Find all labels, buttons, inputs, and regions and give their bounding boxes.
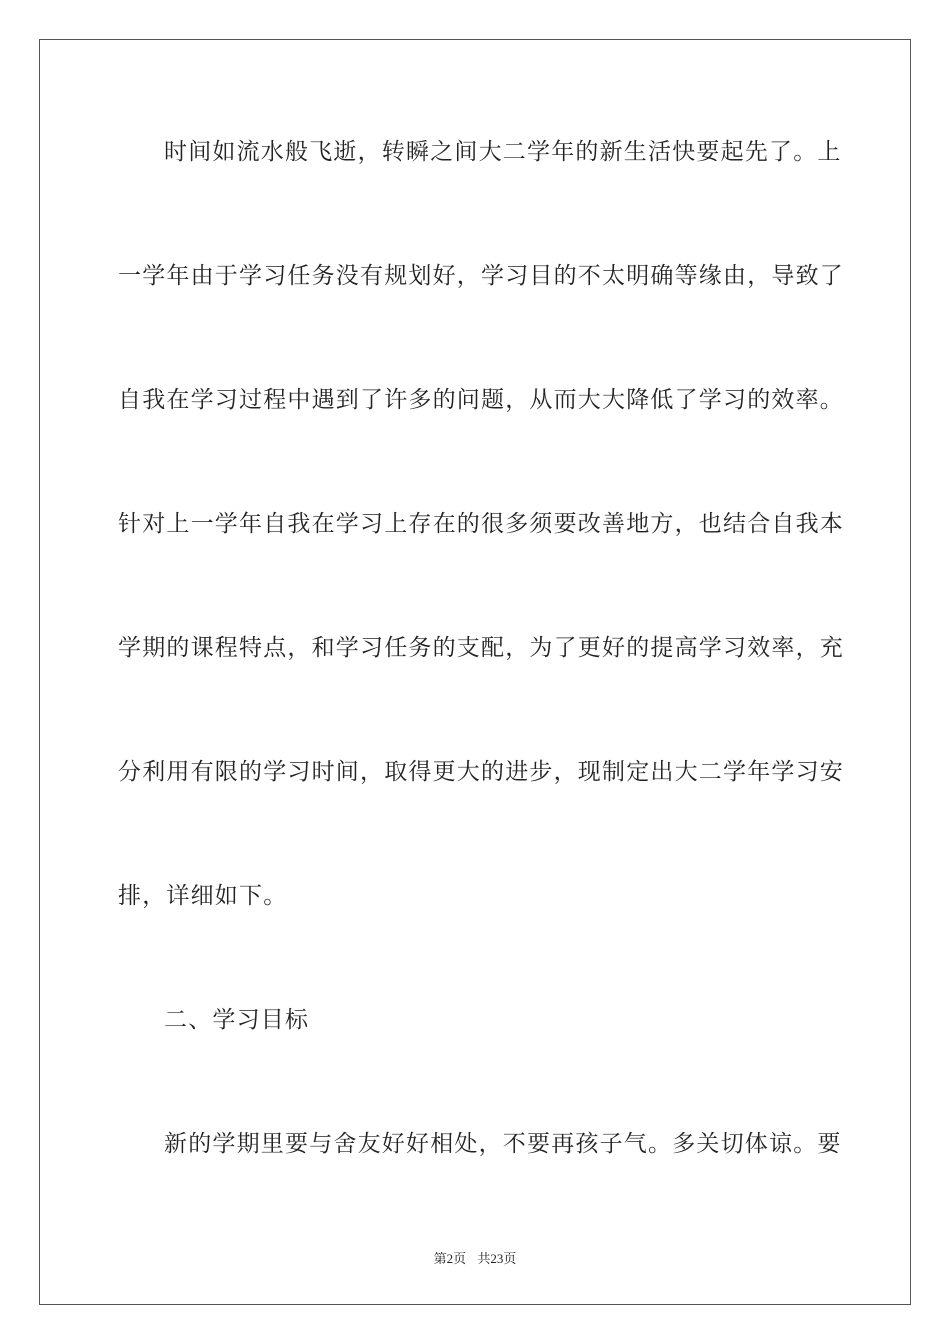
paragraph-line: 时间如流水般飞逝，转瞬之间大二学年的新生活快要起先了。上 [164, 139, 842, 165]
paragraph-line: 自我在学习过程中遇到了许多的问题，从而大大降低了学习的效率。 [118, 387, 844, 413]
page-total: 共23页 [477, 1251, 517, 1266]
section-heading: 二、学习目标 [164, 1007, 310, 1033]
paragraph-line: 排，详细如下。 [118, 883, 288, 909]
paragraph-line: 一学年由于学习任务没有规划好，学习目的不太明确等缘由，导致了 [118, 263, 844, 289]
page-footer [0, 1248, 950, 1267]
paragraph-line: 分利用有限的学习时间，取得更大的进步，现制定出大二学年学习安 [118, 759, 844, 785]
paragraph-line: 新的学期里要与舍友好好相处，不要再孩子气。多关切体谅。要 [164, 1131, 842, 1157]
page-border [39, 39, 911, 1305]
paragraph-line: 学期的课程特点，和学习任务的支配，为了更好的提高学习效率，充 [118, 635, 844, 661]
paragraph-line: 针对上一学年自我在学习上存在的很多须要改善地方，也结合自我本 [118, 511, 844, 537]
page-number: 第2页 [433, 1251, 467, 1266]
